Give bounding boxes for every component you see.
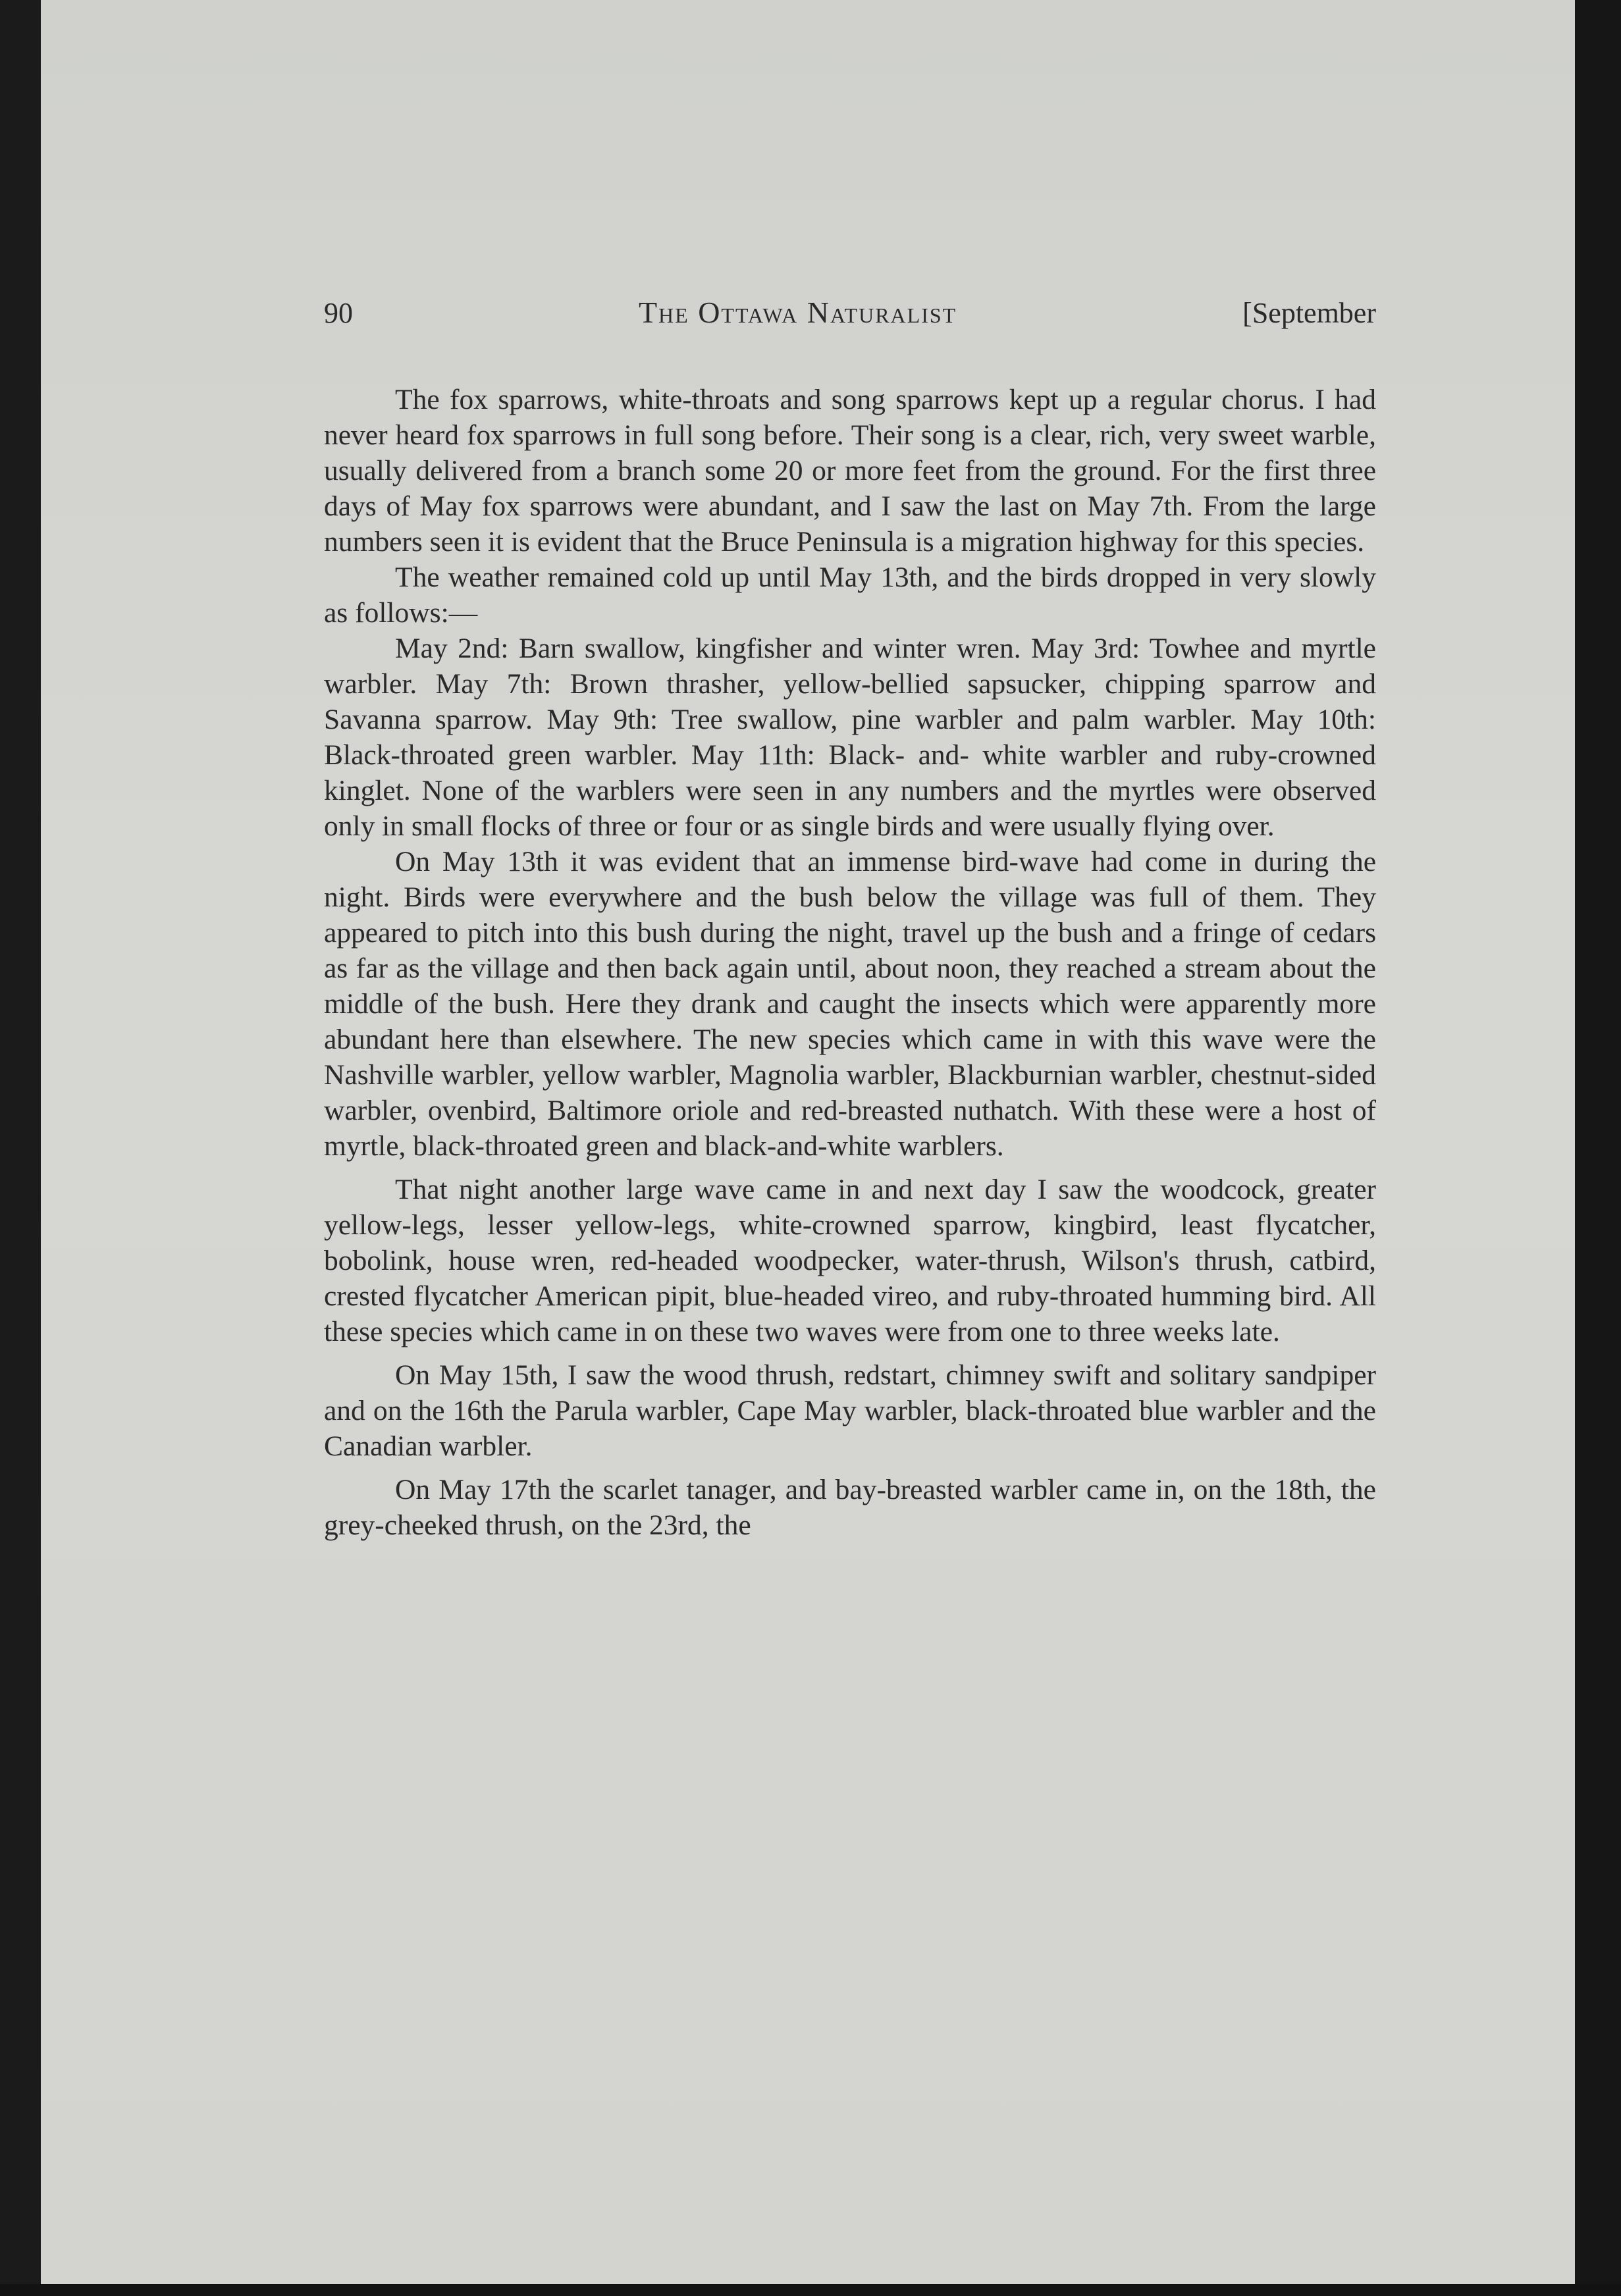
scan-border-right bbox=[1575, 0, 1621, 2296]
paragraph-may-arrivals: May 2nd: Barn swallow, kingfisher and winter wren. May 3rd: Towhee and myrtle warbler. May 7th: Brown thrasher, yellow-bellied sapsucker, chipping sparrow and Savanna sparrow. May 9th: Tree swallow, pine warbler and palm warbler. May 10th: Black-throated green warbler. May 11th: Black- and- white warbler and ruby-crowned kinglet. None of the warblers were seen in any numbers and the myrtles were observed only in small flocks of three or four or as single birds and were usually flying over. bbox=[324, 633, 1376, 842]
page-text-block bbox=[324, 295, 1376, 1543]
running-head bbox=[324, 295, 1376, 336]
paragraph-fox-sparrows: The fox sparrows, white-throats and song sparrows kept up a regular chorus. I had never heard fox sparrows in full song before. Their song is a clear, rich, very sweet warble, usually delivered from a branch some 20 or more feet from the ground. For the first three days of May fox sparrows were abundant, and I saw the last on May 7th. From the large numbers seen it is evident that the Bruce Peninsula is a migration highway for this species. bbox=[324, 384, 1376, 558]
scan-border-bottom bbox=[0, 2284, 1621, 2296]
paragraph-may-17th: On May 17th the scarlet tanager, and bay-breasted warbler came in, on the 18th, the grey-cheeked thrush, on the 23rd, the bbox=[324, 1474, 1376, 1541]
paragraph-bird-wave: On May 13th it was evident that an immense bird-wave had come in during the night. Birds were everywhere and the bush below the village was full of them. They appeared to pitch into this bush during the night, travel up the bush and a fringe of cedars as far as the village and then back again until, about noon, they reached a stream about the middle of the bush. Here they drank and caught the insects which were apparently more abundant here than elsewhere. The new species which came in with this wave were the Nashville warbler, yellow warbler, Magnolia warbler, Blackburnian warbler, chestnut-sided warbler, ovenbird, Baltimore oriole and red-breasted nuthatch. With these were a host of myrtle, black-throated green and black-and-white warblers. bbox=[324, 846, 1376, 1162]
paragraph-may-15th: On May 15th, I saw the wood thrush, redstart, chimney swift and solitary sandpiper and on the 16th the Parula warbler, Cape May warbler, black-throated blue warbler and the Canadian warbler. bbox=[324, 1359, 1376, 1462]
section-month: [September bbox=[1242, 297, 1376, 329]
paragraph-second-wave: That night another large wave came in and next day I saw the woodcock, greater yellow-legs, lesser yellow-legs, white-crowned sparrow, kingbird, least flycatcher, bobolink, house wren, red-headed woodpecker, water-thrush, Wilson's thrush, catbird, crested flycatcher American pipit, blue-headed vireo, and ruby-throated humming bird. All these species which came in on these two waves were from one to three weeks late. bbox=[324, 1174, 1376, 1347]
paragraph-weather: The weather remained cold up until May 13th, and the birds dropped in very slowly as follows:— bbox=[324, 561, 1376, 629]
page-number: 90 bbox=[324, 297, 353, 329]
journal-title: The Ottawa Naturalist bbox=[638, 296, 957, 329]
